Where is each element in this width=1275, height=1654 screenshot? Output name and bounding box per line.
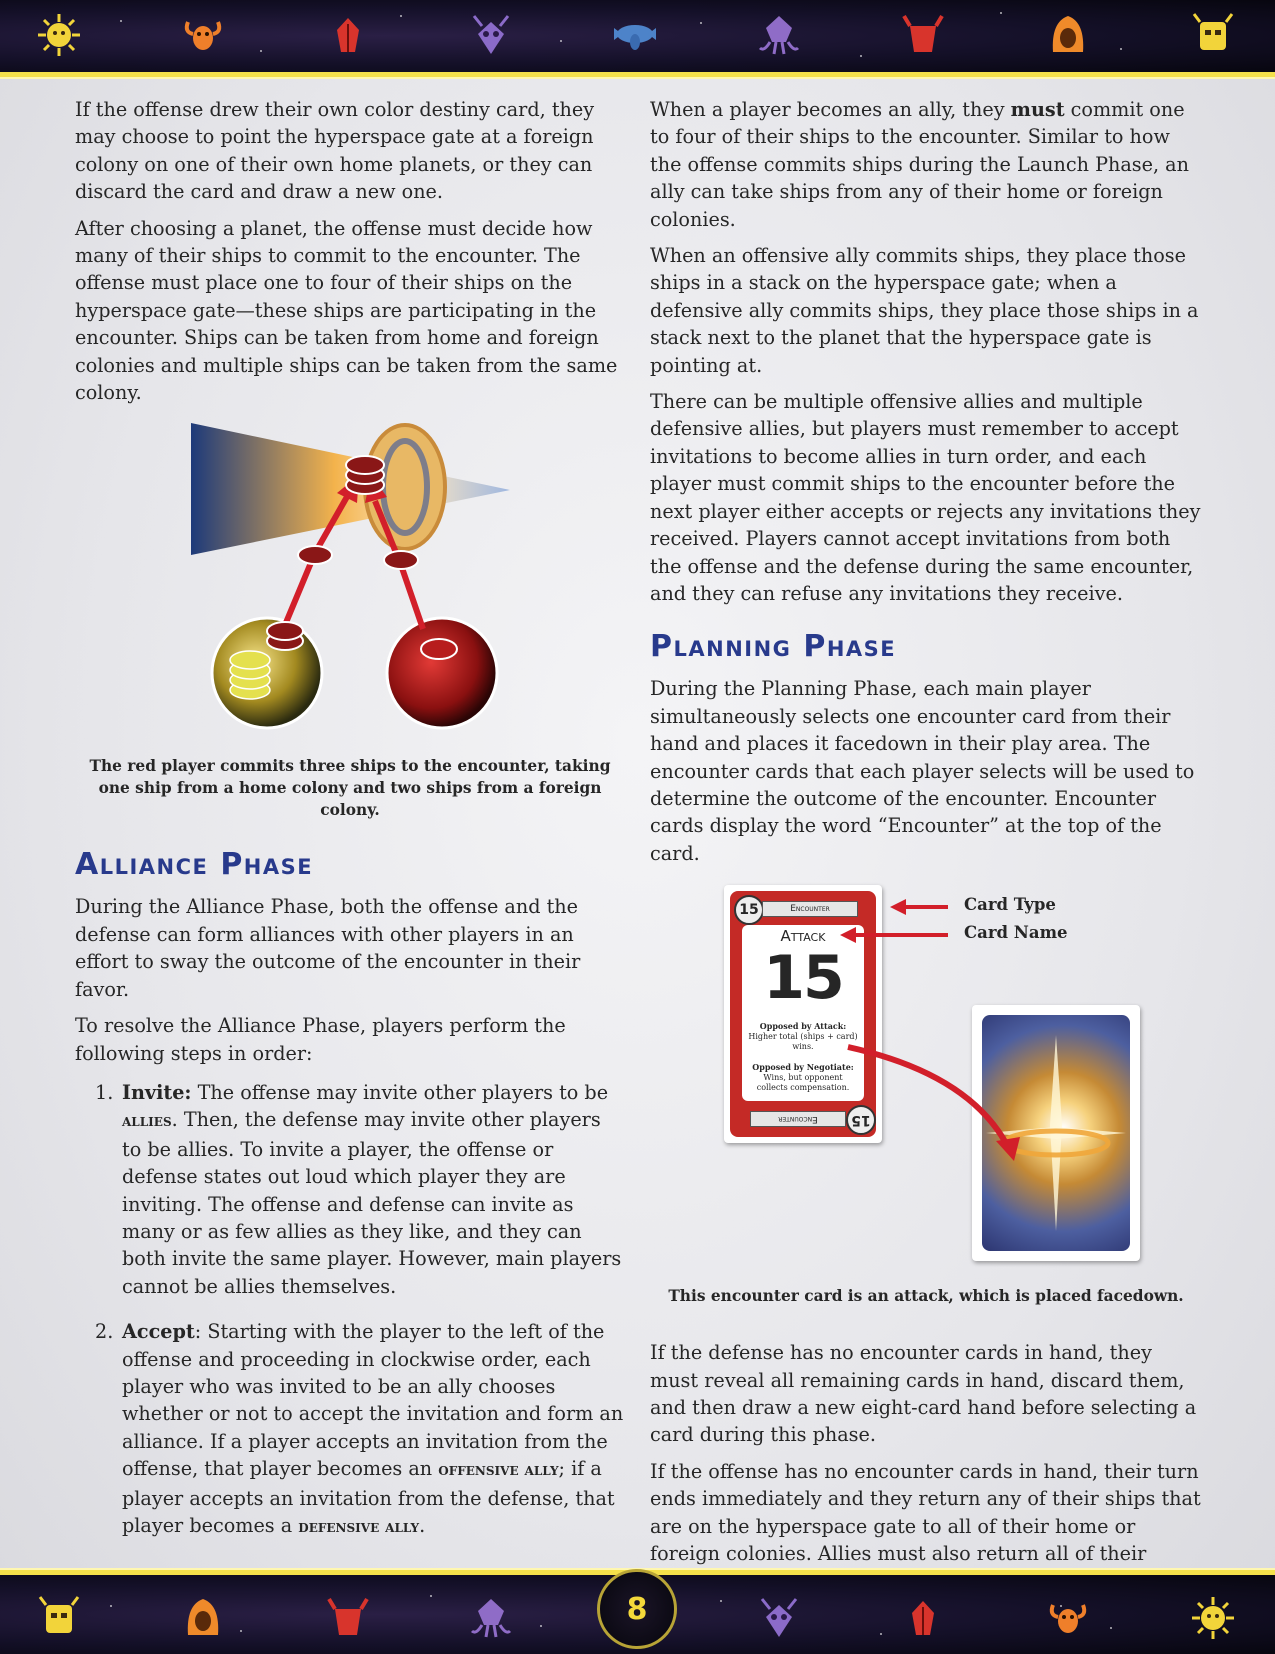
encounter-card-illustration [650,879,1202,1279]
red-crab-alien-icon [900,12,946,58]
card-type-label-inverted: Encounter [750,1111,846,1127]
card-name-label: Attack [780,927,826,946]
callout-card-name: Card Name [964,923,1068,943]
body-paragraph: If the offense drew their own color destiny card, they may choose to point the hyperspace gate at a foreign colony on one of their own home planets, or they can discard the card and draw a new one. [75,98,595,204]
step-number: 1. [95,1080,114,1104]
figure-caption: The red player commits three ships to the encounter, taking one ship from a home colony and two ships from a foreign colony. [89,757,611,820]
scorpion-alien-icon [1045,1595,1091,1641]
purple-squid-alien-icon [756,12,802,58]
card-rule-text: Wins, but opponent collects compensation. [756,1073,850,1093]
red-crab-alien-icon [325,1595,371,1641]
yellow-ship-stack [230,651,270,699]
sunburst-alien-icon [1190,1595,1236,1641]
step-text: : Starting with the player to the left of the offense and proceeding in clockwise order, each player who was invited to be an ally chooses whether or not to accept the invitation and form an alliance. If a player accepts an invitation from the offense, that player becomes an [122,1320,624,1481]
alliance-phase-heading: Alliance Phase [75,847,314,883]
body-paragraph: During the Alliance Phase, both the offense and the defense can form alliances with other players in an effort to sway the outcome of the encounter in their favor. [75,895,581,1001]
callout-arrows [650,879,1202,1279]
right-column [650,96,1202,1604]
body-paragraph: After choosing a planet, the offense must decide how many of their ships to commit to the encounter. The offense must place one to four of their ships on the hyperspace gate—these ships are participating in the encounter. Ships can be taken from home and foreign colonies and multiple ships can be taken from the same colony. [75,216,618,405]
body-paragraph: There can be multiple offensive allies and multiple defensive allies, but players must remember to accept invitations to become allies in turn order, and each player must commit ships to the encounter before the next player either accepts or rejects any invitations they received. Players cannot accept invitations from both the offense and the defense during the same encounter, and they can refuse any invitations they receive. [650,390,1201,605]
blue-whale-alien-icon [612,12,658,58]
red-beetle-alien-icon [900,1595,946,1641]
page-number: 8 [626,1591,648,1627]
emphasis: must [1010,98,1065,121]
body-paragraph: If the defense has no encounter cards in hand, they must reveal all remaining cards in hand, discard them, and then draw a new eight-card hand before selecting a card during this phase. [650,1341,1197,1447]
list-item [75,1079,625,1300]
alliance-steps-list [75,1079,625,1542]
card-type-label: Encounter [762,901,858,917]
red-beetle-alien-icon [325,12,371,58]
card-corner-value-inverted: 15 [846,1105,876,1135]
yellow-robot-alien-icon [1190,12,1236,58]
scorpion-alien-icon [180,12,226,58]
step-text: . Then, the defense may invite other players to be allies. To invite a player, the offense or defense states out loud which player they are inviting. The offense and defense can invite as many or as few allies as they like, and they can both invite the same player. However, main players cannot be allies themselves. [122,1108,622,1298]
step-title: Invite: [122,1080,192,1104]
glossary-term: allies [122,1111,172,1132]
red-foreign-planet [387,618,497,728]
step-text: The offense may invite other players to be [191,1080,609,1104]
card-corner-value: 15 [734,895,764,925]
ship-commit-illustration [75,415,625,755]
body-paragraph: During the Planning Phase, each main player simultaneously selects one encounter card from their hand and places it facedown in their play area. The encounter cards that each player selects will be used to determine the outcome of the encounter. Encounter cards display the word “Encounter” at the top of the card. [650,677,1195,865]
orange-hooded-alien-icon [180,1595,226,1641]
step-title: Accept [122,1320,195,1344]
planning-phase-heading: Planning Phase [650,629,897,665]
step-number: 2. [95,1320,114,1344]
purple-squid-alien-icon [468,1595,514,1641]
sunburst-alien-icon [36,12,82,58]
body-paragraph: When a player becomes an ally, they must commit one to four of their ships to the encounter. Similar to how the offense commits ships during the Launch Phase, an ally can take ships from any of their home or foreign colonies. [650,98,1189,231]
body-paragraph: If the offense has no encounter cards in hand, their turn ends immediately and they return any of their ships that are on the hyperspace gate to all of their home or foreign colonies. Allies must also return all of their [650,1459,1201,1565]
card-rule-title: Opposed by Attack: [759,1021,847,1032]
step-text: ; if a player accepts an invitation from the defense, that player becomes a [122,1457,615,1537]
orange-hooded-alien-icon [1045,12,1091,58]
body-paragraph: To resolve the Alliance Phase, players perform the following steps in order: [75,1014,566,1065]
header-band [0,0,1275,77]
glossary-term: defensive ally [298,1517,420,1537]
card-rule-title: Opposed by Negotiate: [752,1062,854,1073]
list-item [75,1318,625,1541]
hyperspace-gate-diagram [75,415,625,755]
step-text: . [419,1514,426,1537]
purple-mantis-alien-icon [468,12,514,58]
figure-caption: This encounter card is an attack, which is placed facedown. [668,1287,1184,1306]
card-big-value: 15 [763,943,843,1014]
card-rule-text: Higher total (ships + card) wins. [748,1032,858,1052]
callout-card-type: Card Type [964,895,1056,915]
purple-mantis-alien-icon [756,1595,802,1641]
yellow-robot-alien-icon [36,1595,82,1641]
glossary-term: offensive ally [438,1460,559,1481]
body-paragraph: When an offensive ally commits ships, they place those ships in a stack on the hyperspace gate; when a defensive ally commits ships, they place those ships in a stack next to the planet that the hyperspace gate is pointing at. [650,244,1199,377]
page-number-badge [597,1569,677,1649]
left-column [75,96,625,1559]
